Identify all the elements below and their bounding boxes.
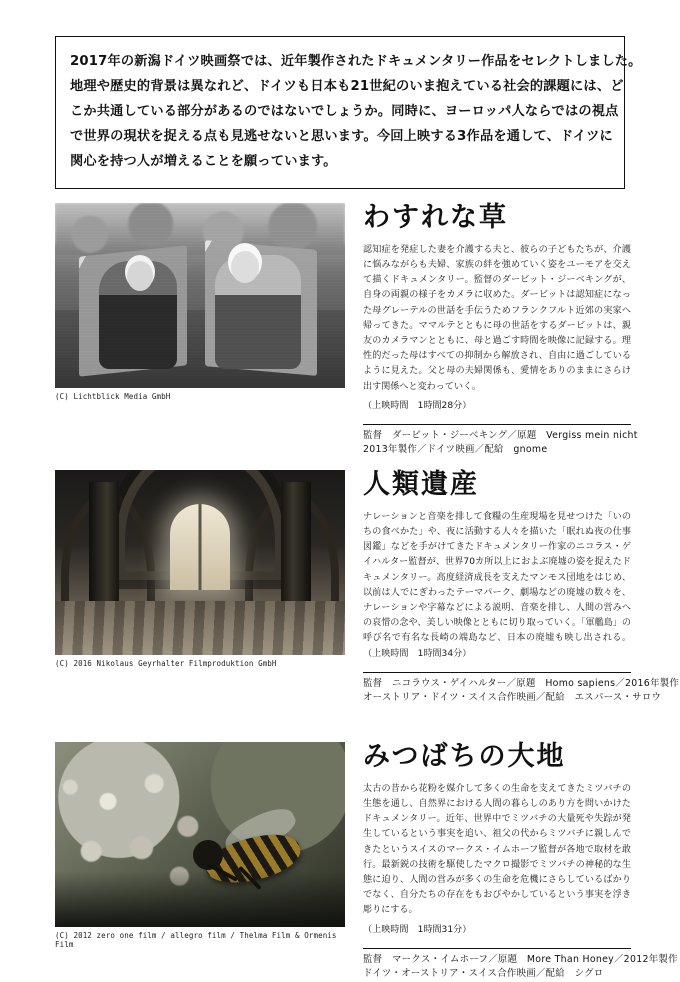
- film-1-runtime: （上映時間 1時間28分）: [363, 400, 472, 411]
- film-3-text-block: [363, 741, 678, 982]
- film-1-description: 認知症を発症した妻を介護する夫と、彼らの子どもたちが、介護に悩みながらも夫婦、家族の絆を強めていく姿をユーモアを交えて描くドキュメンタリー。監督のダービット・ジーベキングが、自身の両親の様子をカメラに収めた。ダービットは認知症になった母グレーテルの世話を手伝うためフランクフルト近郊の実家へ帰ってきた。ママルテとともに母の世話をするダービットは、親友のカメラマンとともに、母と過ごす時間を映像に記録する。理性的だった母はすべての抑制から解放され、自由に過ごしているように見えた。父と母の夫婦関係も、愛情をありのままにさらけ出す関係へと変わっていく。: [363, 244, 631, 392]
- intro-box: [55, 36, 642, 189]
- film-3-description: 太古の昔から花粉を媒介して多くの生命を支えてきたミツバチの生態を通し、自然界における人間の暮らしのあり方を問いかけたドキュメンタリー。近年、世界中でミツバチの大量死や失踪が発生しているという事実を追い、祖父の代からミツバチに親しんできたというスイスのマークス・イムホーフ監督が各地で取材を敢行。最新鋭の技術を駆使したマクロ撮影でミツバチの神秘的な生態に迫り、人間の営みが多くの生命を危機にさらしているばかりでなく、自分たちの存在をもおびやかしているという事実を浮き彫りにする。: [363, 783, 631, 916]
- film-2-title: 人類遺産: [363, 469, 479, 500]
- film-2-credits: [363, 672, 680, 706]
- film-1-photo-block: [55, 203, 345, 401]
- film-1-photo-credit: (C) Lichtblick Media GmbH: [55, 392, 171, 401]
- intro-line-4: で世界の現状を捉える点も見逃せないと思います。今回上映する3作品を通して、ドイツに: [70, 129, 613, 144]
- film-3-credit-line-1: 監督 マークス・イムホーフ／原題 More Than Honey／2012年製作: [363, 953, 678, 965]
- intro-line-5: 関心を持つ人が増えることを願っています。: [70, 154, 337, 169]
- film-3-credits: [363, 948, 678, 982]
- film-1-credit-line-1: 監督 ダービット・ジーベキング／原題 Vergiss mein nicht: [363, 429, 638, 441]
- film-2-credit-line-2: オーストリア・ドイツ・スイス合作映画／配給 エスパース・サロウ: [363, 692, 662, 704]
- intro-line-3: こか共通している部分があるのではないでしょうか。同時に、ヨーロッパ人ならではの視点: [70, 104, 619, 119]
- intro-line-2: 地理や歴史的背景は異なれど、ドイツも日本も21世紀のいま抱えている社会的課題には、ど: [70, 79, 624, 94]
- film-3-photo: [55, 742, 345, 927]
- film-1-credits: [363, 424, 638, 458]
- film-3-title: みつばちの大地: [363, 741, 566, 772]
- film-2-credit-line-1: 監督 ニコラウス・ゲイハルター／原題 Homo sapiens／2016年製作: [363, 677, 680, 689]
- film-1-title: わすれな草: [363, 202, 508, 233]
- film-2-text-block: [363, 469, 680, 706]
- film-1-credit-line-2: 2013年製作／ドイツ映画／配給 gnome: [363, 444, 548, 456]
- film-2-description: ナレーションと音楽を排して食糧の生産現場を見せつけた「いのちの食べかた」や、夜に活動する人々を描いた「眠れぬ夜の仕事図鑑」などを手がけてきたドキュメンタリー作家のニコラス・ゲイハルター監督が、世界70カ所以上におよぶ廃墟の姿を捉えたドキュメンタリー。高度経済成長を支えたマンモス団地をはじめ、以前は人でにぎわったテーマパーク、劇場などの廃墟の数々を、ナレーションや字幕などによる説明、音楽を排し、人間の営みへの哀惜の念や、美しい映像とともに切り取っていく。「軍艦島」の呼び名で有名な長崎の端島など、日本の廃墟も映し出される。（上映時間 1時間34分）: [363, 511, 631, 659]
- intro-line-1: 2017年の新潟ドイツ映画祭では、近年製作されたドキュメンタリー作品をセレクトしました。: [70, 54, 642, 69]
- film-3-runtime: （上映時間 1時間31分）: [363, 924, 472, 935]
- film-3-credit-line-2: ドイツ・オーストリア・スイス合作映画／配給 シグロ: [363, 968, 604, 980]
- film-2-photo: [55, 470, 345, 655]
- film-3-photo-credit: (C) 2012 zero one film / allegro film / Thelma Film & Ormenis Film: [55, 931, 337, 949]
- film-3-photo-block: [55, 742, 345, 949]
- film-2-photo-credit: (C) 2016 Nikolaus Geyrhalter Filmproduktion GmbH: [55, 659, 277, 668]
- film-1-photo: [55, 203, 345, 388]
- film-2-photo-block: [55, 470, 345, 668]
- film-1-text-block: [363, 202, 638, 458]
